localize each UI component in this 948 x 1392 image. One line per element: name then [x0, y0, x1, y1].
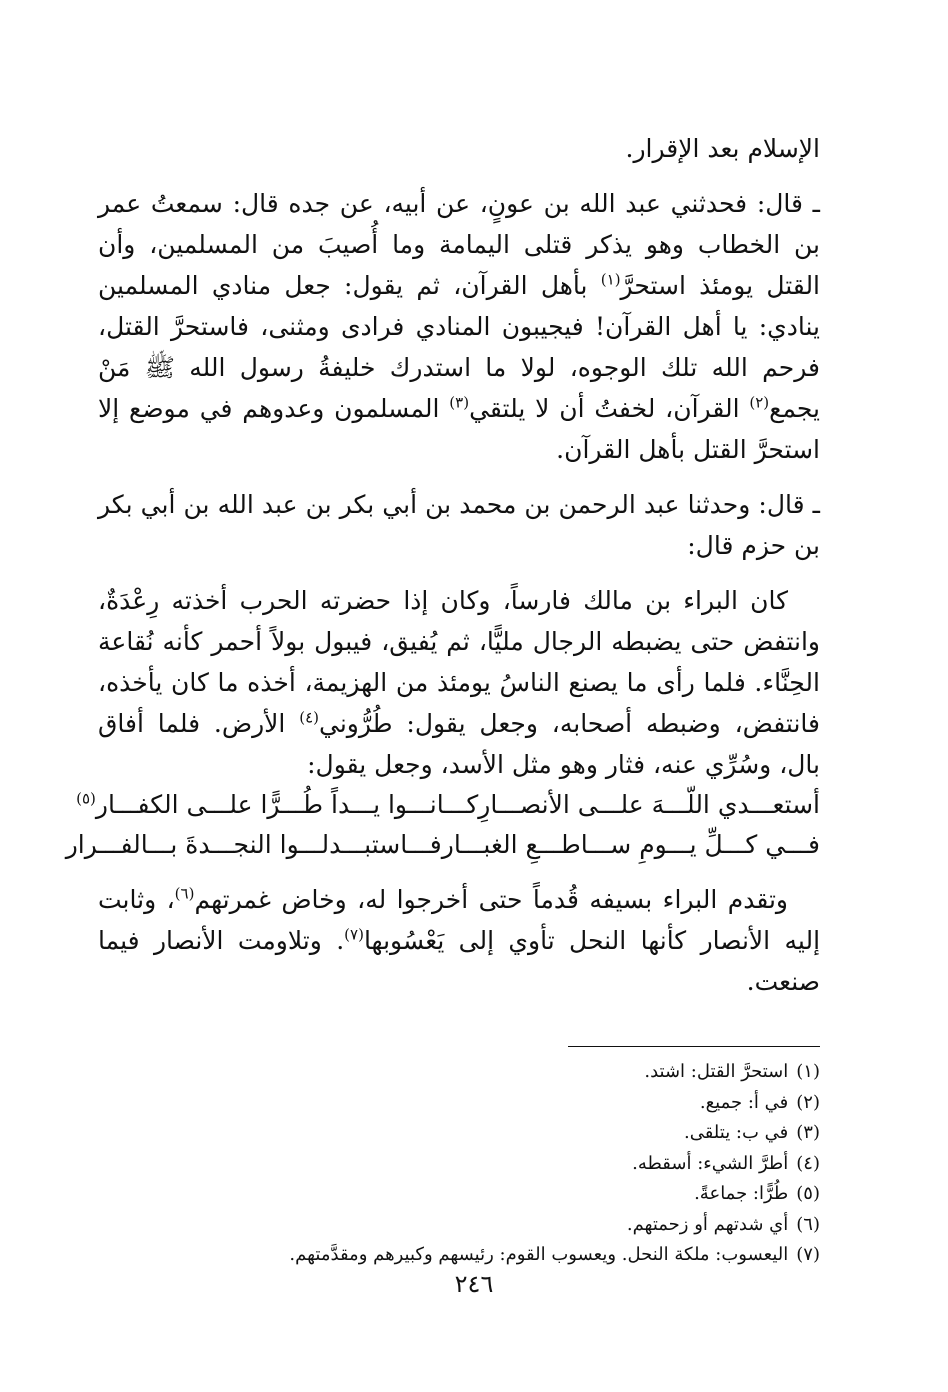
footnote — [98, 1088, 820, 1119]
main-text — [65, 128, 821, 1002]
footnote-text: في ب: يتلقى. — [683, 1122, 789, 1143]
paragraph-continuation — [98, 128, 820, 169]
verse-hemistich-right: أستعـــدي اللّـــهَ علـــى الأنصـــارِ — [478, 790, 820, 819]
footnote-number: (٦) — [796, 1213, 820, 1235]
poem — [65, 785, 820, 865]
footnote-text: استحرَّ القتل: اشتد. — [644, 1061, 789, 1082]
footnotes — [98, 1057, 820, 1271]
footnote-text: أي شدتهم أو زحمتهم. — [626, 1213, 789, 1235]
paragraph-baraa — [98, 580, 820, 785]
footnote-marker: (٣) — [449, 393, 470, 412]
footnote-separator — [568, 1046, 820, 1047]
verse-hemistich-left: فـــاستبـــدلـــوا النجـــدةَ بـــالفـــرار — [65, 830, 442, 859]
text-span: . وتلاومت الأنصار فيما صنعت. — [98, 926, 820, 996]
footnote-text: في أ: جميع. — [699, 1091, 789, 1113]
footnote-marker: (١) — [600, 270, 621, 289]
footnote-marker: (٥) — [76, 789, 96, 808]
footnote-number: (٥) — [796, 1183, 820, 1204]
footnote-number: (١) — [796, 1061, 820, 1082]
footnote-marker: (٢) — [749, 393, 770, 412]
text-span: بأهل القرآن، ثم يقول: جعل منادي المسلمين ينادي: يا أهل القرآن! فيجيبون المنادي فرادى ومثنى، فاستحرَّ القتل، فرحم الله تلك الوجوه، لولا ما استدرك خليفةُ رسول الله ﷺ مَنْ يجمع — [98, 271, 820, 423]
footnote — [98, 1149, 820, 1180]
verse-hemistich-right: فـــي كـــلِّ يـــومِ ســـاطـــعِ الغبـــار — [441, 830, 820, 859]
text-span: كان البراء بن مالك فارساً، وكان إذا حضرته الحرب أخذته رِعْدَةٌ، وانتفض حتى يضبطه الرجال مليًّا، ثم يُفيق، فيبول بولاً أحمر كأنه نُقاعة الحِنَّاء. فلما رأى ما يصنع الناسُ يومئذ من الهزيمة، أخذه ما كان يأخذه، فانتفض، وضبطه أصحابه، وجعل يقول: طُرُّوني — [98, 586, 820, 738]
text-span: وتقدم البراء بسيفه قُدماً حتى أخرجوا له، وخاض غمرتهم — [194, 885, 789, 914]
paragraph-isnad — [98, 484, 820, 566]
footnote-text: أطرَّ الشيء: أسقطه. — [632, 1152, 789, 1174]
text-span: ـ قال: وحدثنا عبد الرحمن بن محمد بن أبي بكر بن عبد الله بن أبي بكر بن حزم قال: — [98, 490, 820, 560]
page-number: ٢٤٦ — [454, 1270, 494, 1298]
footnote — [98, 1118, 820, 1149]
text-span: ، وثابت إليه الأنصار كأنها النحل تأوي إلى يَعْسُوبها — [98, 885, 821, 955]
verse-hemistich-left — [76, 785, 478, 825]
text-span: كـــانـــوا يـــداً طُـــرًّا علـــى الكفـــار — [95, 790, 479, 819]
footnote — [98, 1057, 820, 1088]
footnote-marker: (٧) — [344, 925, 364, 944]
footnote-text: طُرًّا: جماعةً. — [694, 1183, 789, 1204]
footnote-number: (٣) — [796, 1122, 820, 1143]
footnote-number: (٢) — [796, 1091, 820, 1113]
footnote — [98, 1179, 820, 1210]
footnote-marker: (٦) — [174, 884, 195, 903]
footnote-text: اليعسوب: ملكة النحل. ويعسوب القوم: رئيسهم وكبيرهم ومقدَّمتهم. — [289, 1244, 789, 1265]
footnote-number: (٧) — [796, 1244, 820, 1265]
paragraph-advance — [98, 879, 820, 1002]
verse-line — [65, 825, 820, 865]
footnote — [98, 1210, 820, 1241]
footnote — [98, 1240, 820, 1271]
verse-line — [76, 785, 820, 825]
footnote-number: (٤) — [796, 1152, 820, 1174]
paragraph-umar-narration — [98, 183, 820, 470]
text-span: الأرض. فلما أفاق بال، وسُرِّي عنه، فثار وهو مثل الأسد، وجعل يقول: — [98, 709, 820, 779]
text-span: ـ قال: فحدثني عبد الله بن عونٍ، عن أبيه، عن جده قال: سمعتُ عمر بن الخطاب وهو يذكر قتلى اليمامة وما أُصيبَ من المسلمين، وأن القتل يومئذ استحرَّ — [98, 189, 821, 300]
text-span: القرآن، لخفتُ أن لا يلتقي — [469, 394, 740, 423]
text-span: الإسلام بعد الإقرار. — [625, 134, 820, 163]
footnote-marker: (٤) — [299, 708, 320, 727]
text-span: المسلمون وعدوهم في موضع إلا استحرَّ القتل بأهل القرآن. — [98, 394, 820, 464]
